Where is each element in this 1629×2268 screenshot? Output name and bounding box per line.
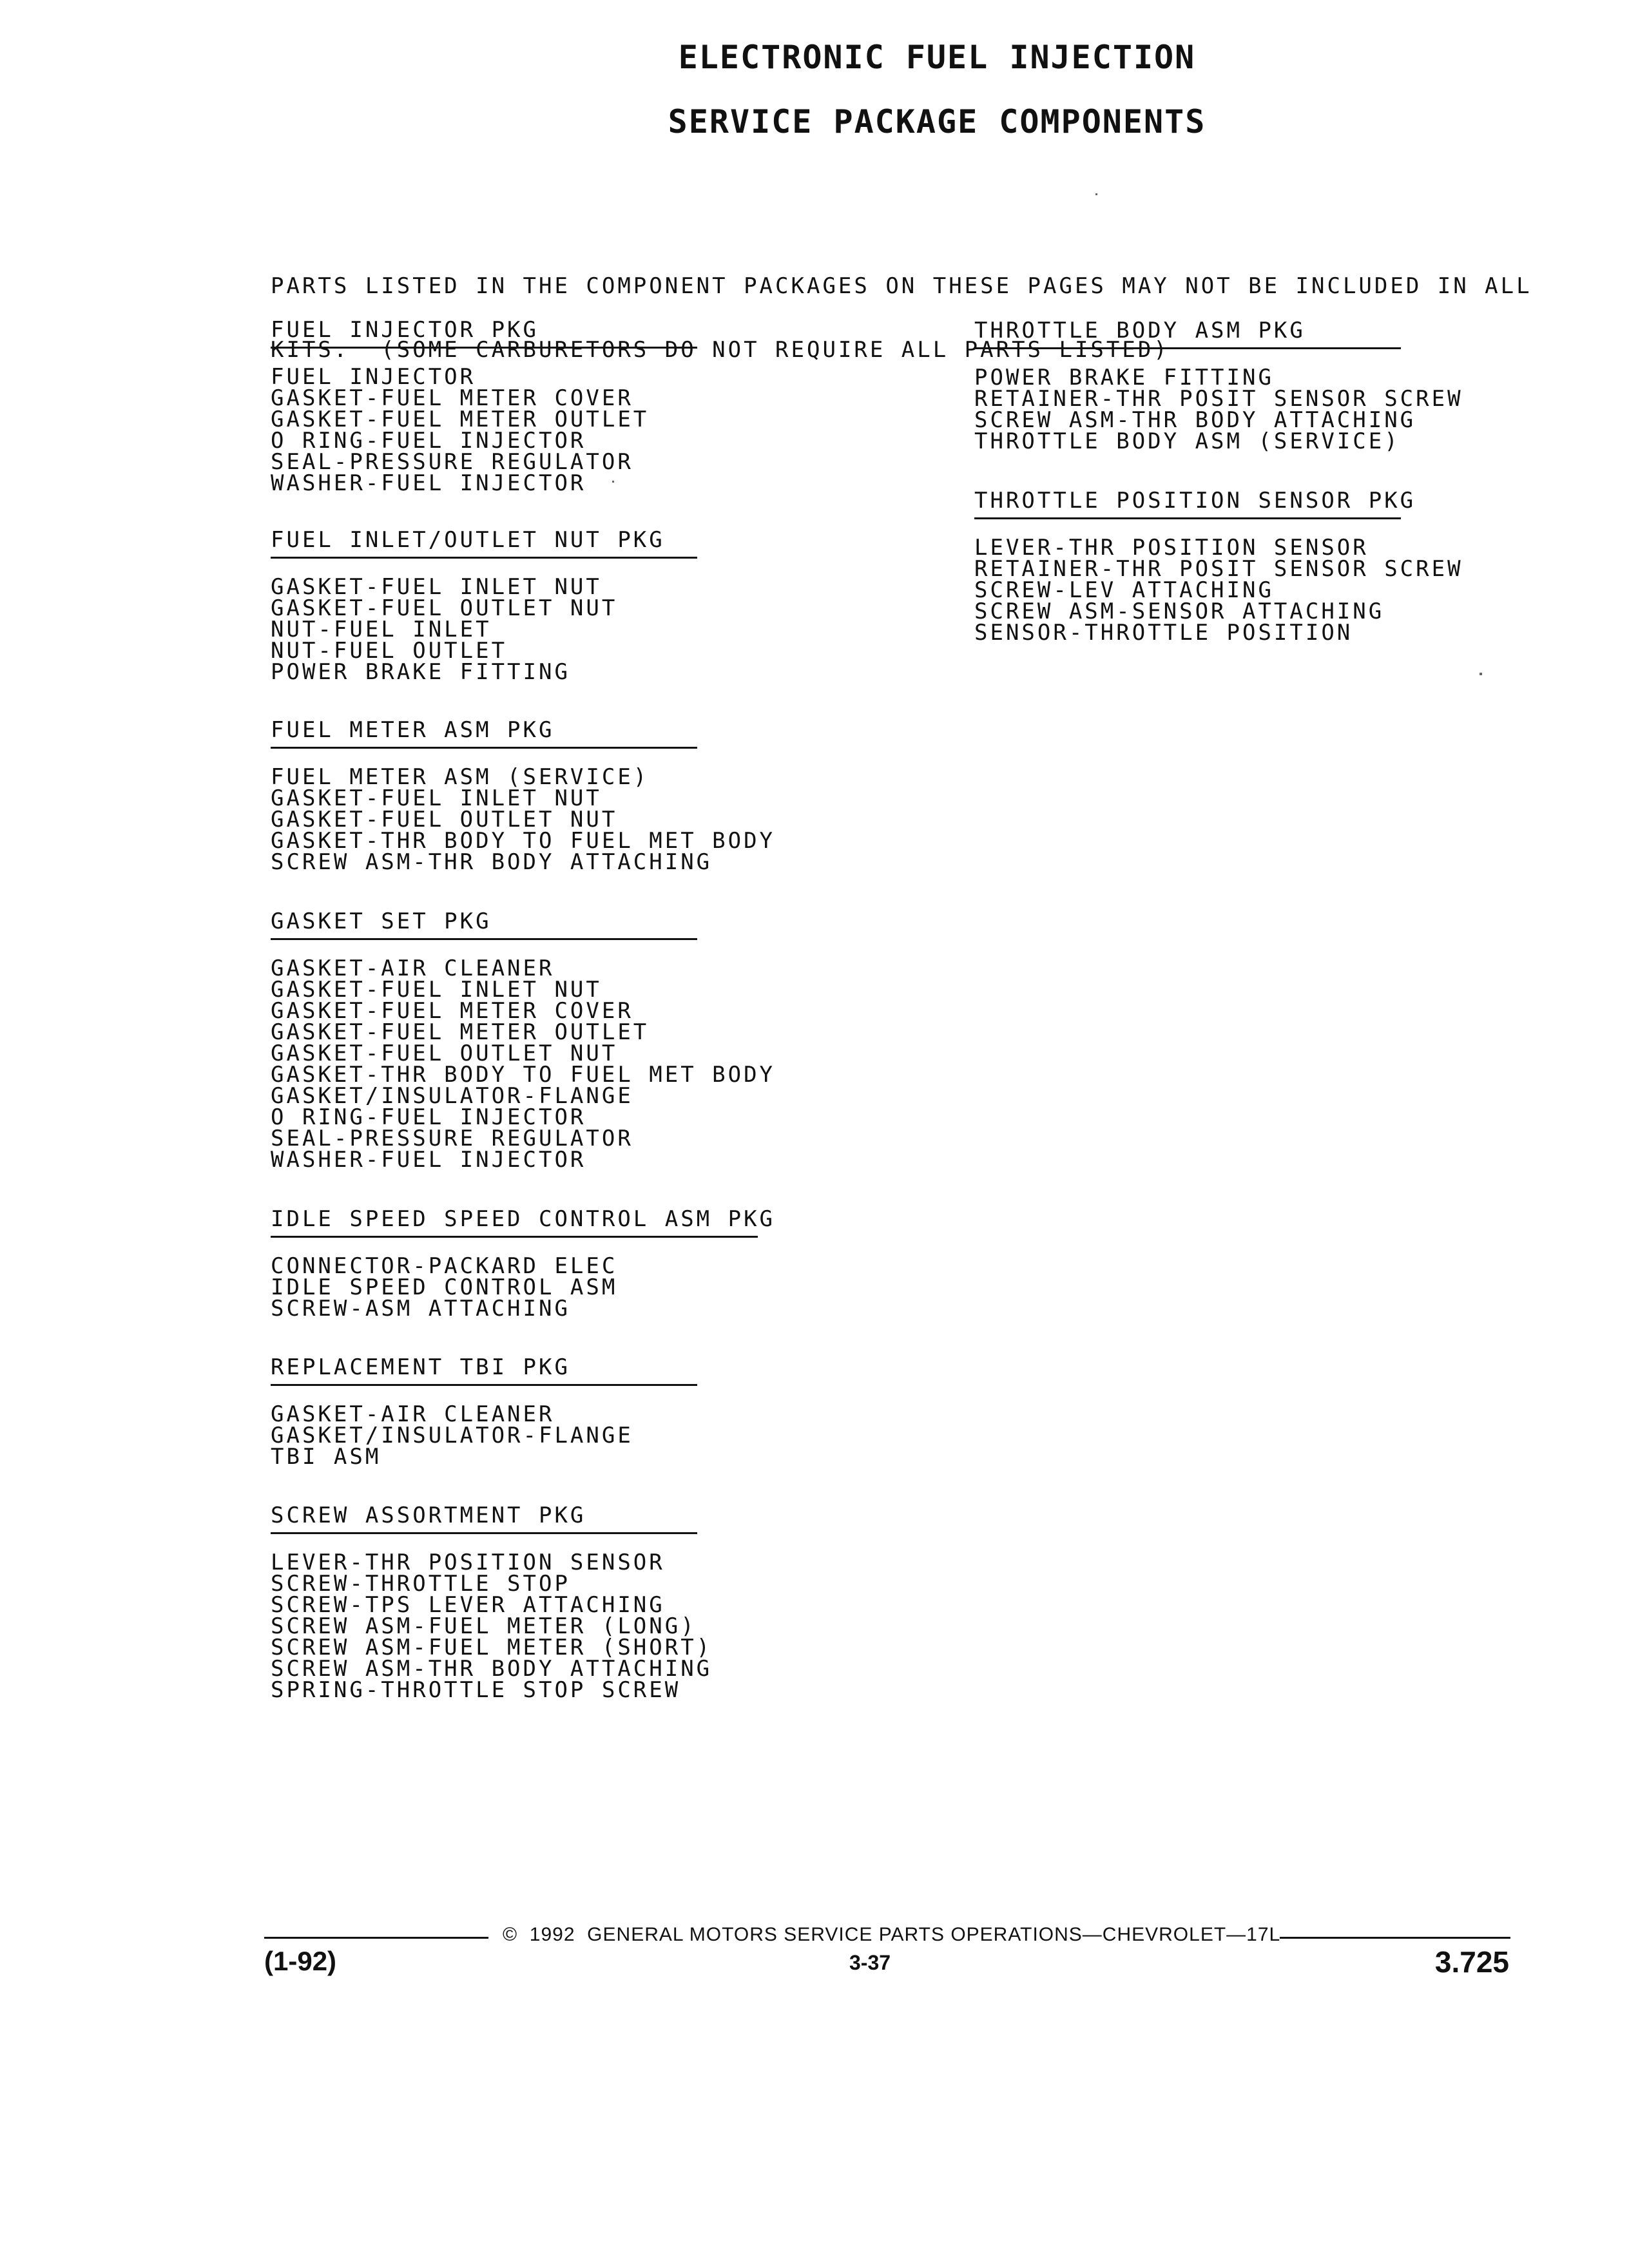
footer-revision-date: (1-92) (264, 1946, 337, 1976)
package-item: LEVER-THR POSITION SENSOR (271, 1550, 665, 1575)
package-item: GASKET-FUEL INLET NUT (271, 574, 602, 600)
package-item: SEAL-PRESSURE REGULATOR (271, 449, 633, 475)
package-item: SCREW-THROTTLE STOP (271, 1571, 570, 1597)
package-item: RETAINER-THR POSIT SENSOR SCREW (974, 386, 1463, 412)
package-item: POWER BRAKE FITTING (974, 365, 1274, 390)
footer-page-number: 3-37 (849, 1951, 891, 1974)
intro-line: PARTS LISTED IN THE COMPONENT PACKAGES ON THESE PAGES MAY NOT BE INCLUDED IN ALL (271, 273, 1532, 299)
package-replacement-tbi (271, 1354, 697, 1468)
scan-speck (1480, 673, 1482, 675)
package-item: CONNECTOR-PACKARD ELEC (271, 1253, 618, 1279)
scan-speck (1095, 193, 1097, 195)
package-item: GASKET-AIR CLEANER (271, 1401, 555, 1427)
package-item-list (974, 367, 1463, 452)
package-heading: FUEL METER ASM PKG (271, 717, 697, 749)
package-item: GASKET-FUEL INLET NUT (271, 977, 602, 1003)
package-item: GASKET-FUEL INLET NUT (271, 785, 602, 811)
package-item: SPRING-THROTTLE STOP SCREW (271, 1677, 681, 1703)
package-item-list (974, 537, 1463, 644)
package-heading: IDLE SPEED SPEED CONTROL ASM PKG (271, 1206, 758, 1238)
package-item: SCREW ASM-THR BODY ATTACHING (271, 849, 713, 875)
package-item: FUEL METER ASM (SERVICE) (271, 764, 650, 790)
package-item: GASKET-FUEL METER OUTLET (271, 407, 650, 432)
package-item: GASKET-FUEL METER COVER (271, 998, 633, 1024)
package-item: SCREW ASM-FUEL METER (SHORT) (271, 1635, 713, 1660)
package-item-list (271, 1552, 712, 1701)
footer-rule (264, 1937, 488, 1939)
package-item-list (271, 1401, 697, 1470)
package-heading: THROTTLE POSITION SENSOR PKG (974, 488, 1401, 519)
package-item: SENSOR-THROTTLE POSITION (974, 620, 1353, 646)
package-item: GASKET/INSULATOR-FLANGE (271, 1423, 633, 1448)
package-throttle-position-sensor (974, 488, 1463, 644)
package-idle-speed-control (271, 1206, 776, 1321)
package-item: TBI ASM (271, 1444, 381, 1470)
package-heading: GASKET SET PKG (271, 908, 697, 940)
package-fuel-meter-asm (271, 717, 775, 873)
package-item: GASKET-FUEL OUTLET NUT (271, 1041, 618, 1066)
package-item: SCREW ASM-THR BODY ATTACHING (271, 1656, 713, 1682)
package-item-list (271, 764, 776, 875)
scan-speck (612, 481, 614, 483)
package-heading: THROTTLE BODY ASM PKG (974, 318, 1401, 349)
package-item: GASKET-FUEL METER OUTLET (271, 1019, 650, 1045)
package-item-list (271, 1253, 758, 1321)
package-item: GASKET-FUEL OUTLET NUT (271, 807, 618, 832)
package-item: SCREW-ASM ATTACHING (271, 1296, 570, 1321)
package-item-list (271, 958, 775, 1171)
package-heading: FUEL INLET/OUTLET NUT PKG (271, 527, 697, 559)
package-item: GASKET/INSULATOR-FLANGE (271, 1083, 633, 1109)
package-item: SCREW-TPS LEVER ATTACHING (271, 1592, 665, 1618)
package-item: SEAL-PRESSURE REGULATOR (271, 1126, 633, 1151)
footer-copyright-line (264, 1924, 1510, 1943)
package-item: WASHER-FUEL INJECTOR (271, 470, 586, 496)
package-item: GASKET-FUEL OUTLET NUT (271, 595, 618, 621)
package-item: NUT-FUEL OUTLET (271, 638, 508, 664)
package-item: GASKET-THR BODY TO FUEL MET BODY (271, 828, 776, 854)
package-item: GASKET-THR BODY TO FUEL MET BODY (271, 1062, 776, 1088)
package-item: NUT-FUEL INLET (271, 617, 492, 642)
package-item: SCREW-LEV ATTACHING (974, 577, 1274, 603)
package-item: SCREW ASM-THR BODY ATTACHING (974, 407, 1416, 433)
package-item: RETAINER-THR POSIT SENSOR SCREW (974, 556, 1463, 582)
footer-section-number: 3.725 (1434, 1945, 1509, 1979)
package-heading: SCREW ASSORTMENT PKG (271, 1503, 697, 1534)
package-item: SCREW ASM-SENSOR ATTACHING (974, 599, 1385, 624)
package-item: LEVER-THR POSITION SENSOR (974, 535, 1369, 561)
package-item: IDLE SPEED CONTROL ASM (271, 1274, 618, 1300)
package-item: O RING-FUEL INJECTOR (271, 1104, 586, 1130)
package-throttle-body-asm (974, 318, 1463, 452)
package-item: WASHER-FUEL INJECTOR (271, 1147, 586, 1173)
package-screw-assortment (271, 1503, 712, 1701)
package-gasket-set (271, 908, 775, 1171)
document-title-line2: SERVICE PACKAGE COMPONENTS (668, 103, 1206, 140)
package-item: POWER BRAKE FITTING (271, 659, 570, 685)
package-item-list (271, 364, 697, 496)
package-item: SCREW ASM-FUEL METER (LONG) (271, 1613, 697, 1639)
intro-line: KITS. (SOME CARBURETORS DO NOT REQUIRE ALL PARTS LISTED) (271, 337, 1170, 363)
package-item: GASKET-FUEL METER COVER (271, 385, 633, 411)
package-fuel-injector (271, 317, 697, 494)
package-item: GASKET-AIR CLEANER (271, 956, 555, 981)
package-item: O RING-FUEL INJECTOR (271, 428, 586, 454)
footer-copyright: © 1992 GENERAL MOTORS SERVICE PARTS OPERATIONS—CHEVROLET—17L (503, 1924, 1281, 1945)
package-item-list (271, 574, 697, 685)
document-title-line1: ELECTRONIC FUEL INJECTION (678, 39, 1196, 76)
footer-rule (1280, 1937, 1510, 1939)
package-heading: FUEL INJECTOR PKG (271, 317, 697, 349)
package-item: THROTTLE BODY ASM (SERVICE) (974, 428, 1400, 454)
package-heading: REPLACEMENT TBI PKG (271, 1354, 697, 1386)
package-fuel-inlet-outlet-nut (271, 527, 697, 683)
package-item: FUEL INJECTOR (271, 364, 476, 390)
